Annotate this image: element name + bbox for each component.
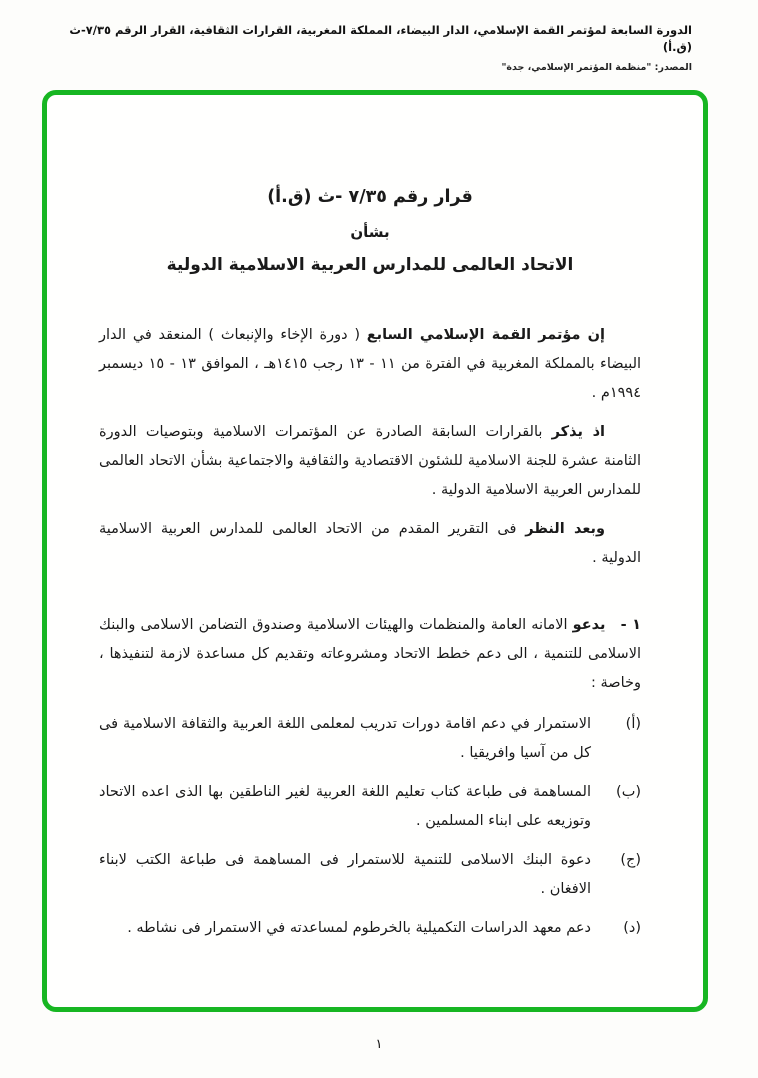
paragraph-having-considered-lead: وبعد النظر (525, 521, 606, 537)
numbered-item-1-lead: يدعو (572, 617, 606, 633)
paragraph-preamble-text: ( دورة الإخاء والإنبعاث ) المنعقد في الدار البيضاء بالمملكة المغربية في الفترة من ١١ - ١٣ رجب ١٤١٥هـ ، الموافق ١٣ - ١٥ ديسمبر ١٩٩٤م . (99, 327, 642, 401)
list-item-b-text: المساهمة فى طباعة كتاب تعليم اللغة العربية لغير الناطقين بها الذى اعده الاتحاد وتوزيعه على ابناء المسلمين . (99, 784, 591, 829)
list-item-b (99, 778, 641, 836)
list-item-d-marker: (د) (623, 920, 641, 936)
list-item-a (99, 710, 641, 768)
source-header-line2: المصدر: "منظمة المؤتمر الإسلامي، جدة" (501, 61, 692, 73)
paragraph-recalling-text: بالقرارات السابقة الصادرة عن المؤتمرات الاسلامية وبتوصيات الدورة الثامنة عشرة للجنة الاسلامية للشئون الاقتصادية والثقافية والاجتماعية بشأن الاتحاد العالمى للمدارس العربية الاسلامية الدولية . (99, 424, 641, 498)
list-item-a-marker: (أ) (625, 716, 641, 732)
paragraph-recalling (99, 418, 641, 505)
list-item-j (99, 846, 641, 904)
title-block (99, 187, 641, 275)
paragraph-recalling-lead: اذ يذكر (551, 424, 606, 440)
paragraph-preamble-lead: إن مؤتمر القمة الإسلامي السابع (366, 327, 605, 343)
source-header-line1: الدورة السابعة لمؤتمر القمة الإسلامي، الدار البيضاء، المملكة المغربية، القرارات الثقافية، القرار الرقم ٧/٣٥-ث (ق.أ) (69, 23, 692, 55)
paragraph-having-considered-text: فى التقرير المقدم من الاتحاد العالمى للمدارس العربية الاسلامية الدولية . (99, 521, 641, 566)
title-subject: الاتحاد العالمى للمدارس العربية الاسلامية الدولية (166, 255, 574, 275)
paragraph-having-considered (99, 515, 641, 573)
numbered-item-1-text: الامانه العامة والمنظمات والهيئات الاسلامية وصندوق التضامن الاسلامى والبنك الاسلامى للتنمية ، الى دعم خطط الاتحاد ومشروعاته وتقديم كل مساعدة لازمة لتنفيذها ، وخاصة : (99, 617, 641, 691)
document-content (47, 95, 703, 1007)
list-item-b-marker: (ب) (616, 784, 641, 800)
list-item-a-text: الاستمرار في دعم اقامة دورات تدريب لمعلمى اللغة العربية والثقافة الاسلامية فى كل من آسيا وافريقيا . (99, 716, 591, 761)
resolution-number-title: قرار رقم ٧/٣٥ -ث (ق.أ) (267, 187, 473, 207)
list-item-j-marker: (ج) (620, 852, 641, 868)
list-item-d (99, 914, 641, 943)
list-item-j-text: دعوة البنك الاسلامى للتنمية للاستمرار فى المساهمة فى طباعة الكتب لابناء الافغان . (99, 852, 591, 897)
numbered-item-1-marker: ١ - (620, 617, 642, 633)
list-item-d-text: دعم معهد الدراسات التكميلية بالخرطوم لمساعدته في الاستمرار فى نشاطه . (127, 920, 591, 936)
numbered-item-1 (99, 611, 641, 698)
page-number: ١ (375, 1037, 383, 1052)
source-header (60, 22, 692, 73)
paragraph-preamble (99, 321, 641, 408)
sub-item-list (99, 710, 641, 943)
document-green-frame (42, 90, 708, 1012)
title-regarding: بشأن (350, 223, 390, 241)
